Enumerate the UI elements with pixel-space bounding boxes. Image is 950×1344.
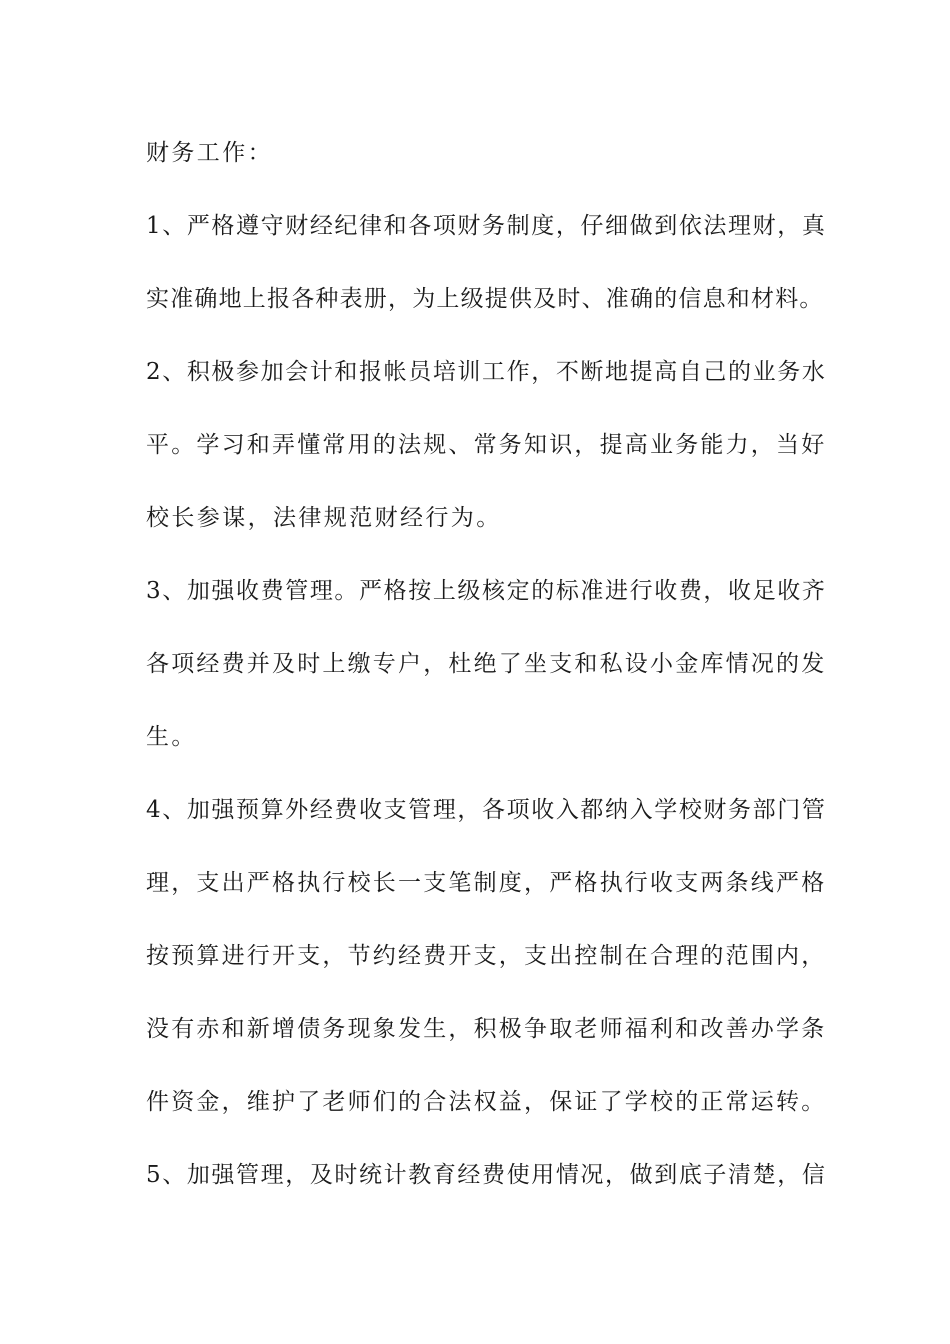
text-line: 1、严格遵守财经纪律和各项财务制度，仔细做到依法理财，真: [146, 213, 827, 239]
text-line: 实准确地上报各种表册，为上级提供及时、准确的信息和材料。: [146, 286, 824, 312]
text-line: 5、加强管理，及时统计教育经费使用情况，做到底子清楚，信: [146, 1162, 827, 1188]
text-line: 生。: [146, 724, 197, 750]
text-line: 理，支出严格执行校长一支笔制度，严格执行收支两条线严格: [146, 870, 827, 896]
text-line: 平。学习和弄懂常用的法规、常务知识，提高业务能力，当好: [146, 432, 827, 458]
text-line: 校长参谋，法律规范财经行为。: [146, 505, 502, 531]
text-line: 按预算进行开支，节约经费开支，支出控制在合理的范围内，: [146, 943, 827, 969]
section-heading: 财务工作：: [146, 140, 273, 166]
text-line: 各项经费并及时上缴专户，杜绝了坐支和私设小金库情况的发: [146, 651, 827, 677]
text-line: 3、加强收费管理。严格按上级核定的标准进行收费，收足收齐: [146, 578, 827, 604]
text-line: 件资金，维护了老师们的合法权益，保证了学校的正常运转。: [146, 1089, 827, 1115]
text-line: 没有赤和新增债务现象发生，积极争取老师福利和改善办学条: [146, 1016, 827, 1042]
text-line: 2、积极参加会计和报帐员培训工作，不断地提高自己的业务水: [146, 359, 827, 385]
text-line: 4、加强预算外经费收支管理，各项收入都纳入学校财务部门管: [146, 797, 827, 823]
